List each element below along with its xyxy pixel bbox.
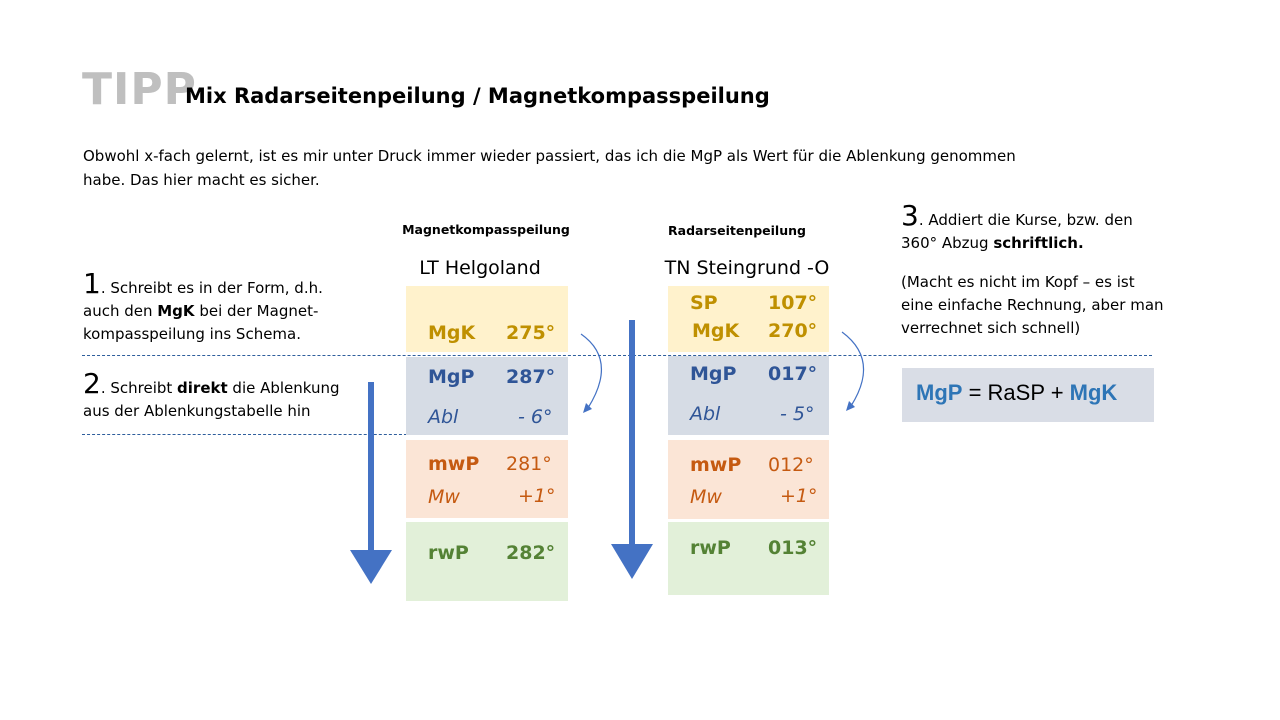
left-abl-label: Abl (428, 406, 459, 428)
right-mgp-label: MgP (690, 363, 737, 385)
step-3-line-2-bold: schriftlich. (993, 234, 1084, 252)
formula-mgk: MgK (1069, 380, 1118, 405)
left-mgk-label: MgK (428, 322, 476, 344)
step-1-number: 1 (83, 267, 101, 300)
formula-box (902, 368, 1154, 422)
right-mgk-value: 270° (768, 320, 818, 342)
step-1-line-3: kompasspeilung ins Schema. (83, 325, 302, 343)
step-2-note (83, 367, 383, 423)
step-3-number: 3 (901, 199, 919, 232)
right-mwp-value: 012° (768, 454, 814, 476)
right-mw-value: +1° (780, 485, 818, 507)
left-mgp-value: 287° (506, 366, 556, 388)
step-2-line-1-pre: . Schreibt (100, 379, 178, 397)
step-3-line-3: (Macht es nicht im Kopf – es ist (901, 273, 1135, 291)
right-mgp-value: 017° (768, 363, 818, 385)
right-location: TN Steingrund -O (664, 257, 830, 279)
right-sp-value: 107° (768, 292, 818, 314)
right-mwp-label: mwP (690, 454, 742, 476)
left-rwp-value: 282° (506, 542, 556, 564)
right-sp-label: SP (690, 292, 718, 314)
left-mw-label: Mw (428, 486, 460, 508)
formula-mgp: MgP (916, 380, 963, 405)
left-column-heading: Magnetkompasspeilung (402, 222, 570, 237)
page-title: Mix Radarseitenpeilung / Magnetkompasspeilung (185, 84, 770, 108)
step-1-note (83, 267, 383, 346)
step-1-line-2-bold: MgK (157, 302, 195, 320)
left-mwp-value: 281° (506, 453, 552, 475)
step-3-note (901, 199, 1201, 340)
step-2-line-1-bold: direkt (177, 379, 228, 397)
left-location: LT Helgoland (419, 257, 541, 279)
step-1-line-2-pre: auch den (83, 302, 158, 320)
formula-middle: = RaSP + (962, 380, 1070, 405)
step-3-line-2-pre: 360° Abzug (901, 234, 994, 252)
left-mgp-label: MgP (428, 366, 475, 388)
intro-text: Obwohl x-fach gelernt, ist es mir unter Druck immer wieder passiert, das ich die MgP als Wert für die Ablenkung genommen habe. Das hier macht es sicher. (83, 147, 1016, 189)
right-abl-value: - 5° (780, 403, 815, 425)
step-2-line-2: aus der Ablenkungstabelle hin (83, 402, 311, 420)
right-mw-label: Mw (690, 486, 722, 508)
step-3-line-5: verrechnet sich schnell) (901, 319, 1081, 337)
step-3-line-1: . Addiert die Kurse, bzw. den (918, 211, 1133, 229)
left-abl-value: - 6° (518, 406, 553, 428)
left-mgk-value: 275° (506, 322, 556, 344)
left-mwp-label: mwP (428, 453, 480, 475)
right-column-heading: Radarseitenpeilung (668, 223, 806, 238)
right-abl-label: Abl (690, 403, 721, 425)
step-1-line-2-post: bei der Magnet- (194, 302, 319, 320)
step-2-number: 2 (83, 367, 101, 400)
right-curved-arrow (842, 332, 864, 411)
right-mgk-label: MgK (692, 320, 740, 342)
right-rwp-value: 013° (768, 537, 818, 559)
right-down-arrow (611, 320, 653, 579)
step-2-line-1-post: die Ablenkung (227, 379, 340, 397)
tipp-label: TIPP (82, 64, 197, 115)
right-rwp-label: rwP (690, 537, 731, 559)
left-rwp-label: rwP (428, 542, 469, 564)
step-3-line-4: eine einfache Rechnung, aber man (901, 296, 1164, 314)
left-curved-arrow (581, 334, 601, 413)
step-1-line-1: . Schreibt es in der Form, d.h. (100, 279, 323, 297)
left-mw-value: +1° (518, 485, 556, 507)
